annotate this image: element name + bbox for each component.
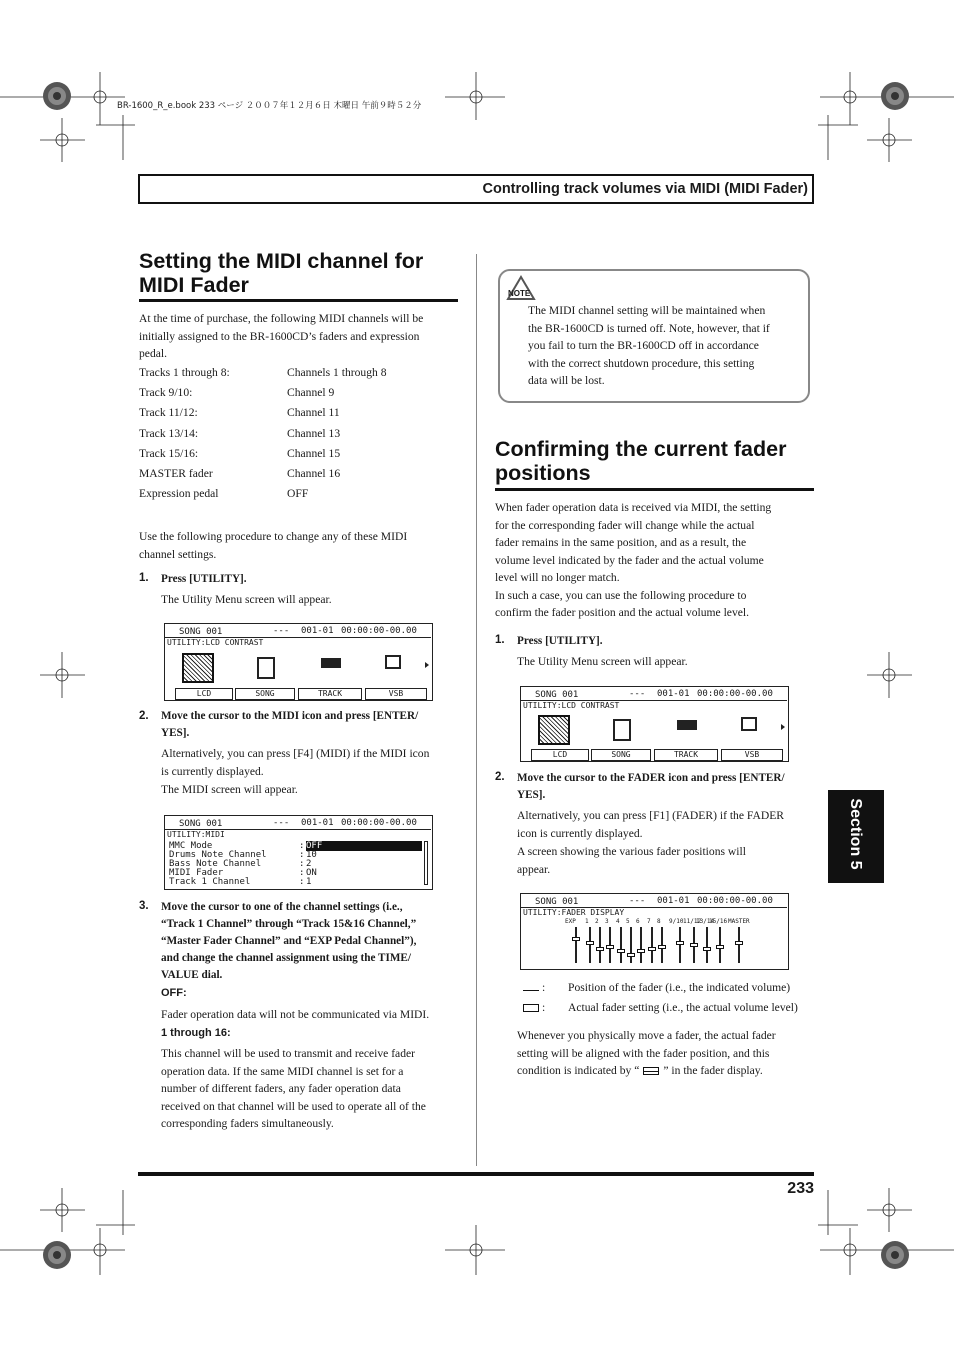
intro-paragraph: When fader operation data is received via MIDI, the setting for the corresponding fader will change while the actual fader remains in the same position, and as a result, the volume level indicated by the fader and the actual volume level will no longer match. In such a case, you can use the following procedure to confirm the fader position and the actual volume level. (495, 501, 772, 619)
fader-label: 6 (636, 918, 640, 925)
fader-label: 15/16 (709, 918, 728, 925)
step-result: The Utility Menu screen will appear. (517, 655, 688, 668)
step-alternative: Alternatively, you can press [F1] (FADER) if the FADER icon is currently displayed. (517, 809, 785, 840)
fader-label: 4 (616, 918, 620, 925)
range-text: This channel will be used to transmit and receive fader operation data. If the same MIDI channel is set for a number of different faders, any fader operation data received on that channel will be used to operate all of the corresponding faders simultaneously. (161, 1047, 426, 1130)
lcd-utility-screen: SONG 001 --- 001-01 00:00:00-00.00 UTILITY:LCD CONTRAST LCD SONG TRACK VSB (520, 686, 789, 762)
fader-label: 1 (585, 918, 589, 925)
lcd-counter: --- (273, 626, 290, 636)
section-tab-label: Section 5 (847, 798, 864, 870)
off-label: OFF: (161, 987, 187, 999)
step-number: 1. (495, 634, 505, 646)
actual-setting-symbol (523, 1004, 539, 1012)
lcd-menu-row: MIDI Fader (169, 868, 224, 878)
step-result: The MIDI screen will appear. (161, 783, 298, 796)
fader-aligned-symbol (643, 1067, 659, 1075)
lcd-song: SONG 001 (179, 627, 223, 637)
fader-track (620, 927, 622, 963)
section-heading-fader-positions: Confirming the current fader positions (495, 437, 787, 485)
fader-track (706, 927, 708, 963)
fader-label: MASTER (728, 918, 750, 925)
procedure-paragraph: Use the following procedure to change any of these MIDI channel settings. (139, 530, 408, 561)
legend-fader-position: Position of the fader (i.e., the indicated volume) (568, 981, 791, 994)
fader-label: 3 (605, 918, 609, 925)
fader-knob (606, 945, 614, 949)
fader-track (589, 927, 591, 963)
lcd-tab-song: SONG (235, 688, 295, 700)
fader-knob (703, 947, 711, 951)
fader-track (599, 927, 601, 963)
running-head: Controlling track volumes via MIDI (MIDI Fader) (482, 181, 808, 197)
fader-knob (735, 941, 743, 945)
fader-label: 7 (647, 918, 651, 925)
fader-knob (716, 945, 724, 949)
legend-actual-setting: Actual fader setting (i.e., the actual volume level) (568, 1001, 798, 1014)
lcd-icon-selected (182, 653, 214, 683)
step-text: Move the cursor to the MIDI icon and press [ENTER/ YES]. (161, 710, 419, 739)
lcd-fader-screen: SONG 001 --- 001-01 00:00:00-00.00 UTILITY:FADER DISPLAY EXP 1 2 3 4 5 6 7 8 9/10 11/12 13/14 15/16 MASTER (520, 893, 789, 970)
step-result: A screen showing the various fader positions will appear. (517, 845, 746, 876)
fader-position-symbol (523, 990, 539, 991)
note-label: NOTE (508, 289, 531, 298)
lcd-menu-row: MMC Mode (169, 841, 213, 851)
lcd-menu-row: Bass Note Channel (169, 859, 262, 869)
fader-track (575, 927, 577, 963)
lcd-midi-screen: SONG 001 --- 001-01 00:00:00-00.00 UTILITY:MIDI MMC Mode : OFF Drums Note Channel : 10 Bass Note Channel : 2 MIDI Fader : ON Track 1 Channel : 1 (164, 815, 433, 890)
page-number: 233 (787, 1180, 814, 1197)
fader-knob (690, 943, 698, 947)
intro-paragraph: At the time of purchase, the following MIDI channels will be initially assigned to the BR-1600CD’s faders and expression pedal. (139, 312, 424, 360)
fader-track (630, 927, 632, 963)
lcd-icon-selected (538, 715, 570, 745)
fader-knob (648, 947, 656, 951)
step-number: 3. (139, 900, 149, 912)
fader-knob (627, 953, 635, 957)
track-icon (677, 720, 697, 730)
fader-label: 8 (657, 918, 661, 925)
fader-knob (637, 949, 645, 953)
section-heading-midi-channel: Setting the MIDI channel for MIDI Fader (139, 249, 424, 297)
step-number: 2. (139, 710, 149, 722)
scroll-right-icon (425, 662, 429, 668)
vsb-icon (741, 717, 757, 731)
lcd-time: 00:00:00-00.00 (341, 626, 417, 636)
fader-knob (676, 941, 684, 945)
fader-knob (572, 937, 580, 941)
scroll-right-icon (781, 724, 785, 730)
fader-label: EXP (565, 918, 576, 925)
footer-rule (138, 1172, 814, 1176)
step-number: 1. (139, 572, 149, 584)
fader-track (738, 927, 740, 963)
heading-rule (139, 299, 458, 302)
lcd-scrollbar (424, 841, 428, 885)
column-divider (476, 254, 477, 1166)
lcd-title: UTILITY:LCD CONTRAST (167, 638, 264, 647)
print-header: BR-1600_R_e.book 233 ページ ２００７年１２月６日 木曜日 午前９時５２分 (117, 101, 422, 111)
legend-separator: : (542, 981, 546, 994)
step-result: The Utility Menu screen will appear. (161, 593, 332, 606)
fader-label: 5 (626, 918, 630, 925)
legend-separator: : (542, 1001, 546, 1014)
fader-knob (586, 941, 594, 945)
fader-label: 9/10 (669, 918, 684, 925)
step-number: 2. (495, 771, 505, 783)
song-icon (257, 657, 275, 679)
closing-paragraph: Whenever you physically move a fader, the actual fader setting will be aligned with the fader position, and this condition is indicated by “ ” in the fader display. (517, 1029, 776, 1077)
lcd-tab-vsb: VSB (365, 688, 427, 700)
vsb-icon (385, 655, 401, 669)
heading-rule (495, 488, 814, 491)
fader-track (651, 927, 653, 963)
step-text: Press [UTILITY]. (517, 635, 603, 647)
lcd-tab-lcd: LCD (175, 688, 233, 700)
step-text: Move the cursor to the FADER icon and press [ENTER/ YES]. (517, 772, 785, 801)
lcd-menu-row: Track 1 Channel (169, 877, 251, 887)
lcd-utility-screen (164, 623, 433, 701)
fader-track (640, 927, 642, 963)
lcd-value-selected: OFF (306, 841, 422, 851)
fader-label: 11/12 (683, 918, 702, 925)
track-icon (321, 658, 341, 668)
fader-label: 13/14 (696, 918, 715, 925)
lcd-position: 001-01 (301, 626, 334, 636)
fader-knob (617, 949, 625, 953)
fader-knob (596, 947, 604, 951)
fader-track (679, 927, 681, 963)
step-text: Move the cursor to one of the channel settings (i.e., “Track 1 Channel” through “Track 15&16 Channel,” “Master Fader Channel” and “EXP Pedal Channel”), and change the channel assignment using the TIME/ VALUE dial. (161, 901, 417, 981)
step-text: Press [UTILITY]. (161, 573, 247, 585)
off-text: Fader operation data will not be communicated via MIDI. (161, 1008, 430, 1021)
lcd-menu-row: Drums Note Channel (169, 850, 267, 860)
range-label: 1 through 16: (161, 1027, 231, 1039)
step-alternative: Alternatively, you can press [F4] (MIDI) if the MIDI icon is currently displayed. (161, 747, 430, 778)
note-text: The MIDI channel setting will be maintained when the BR-1600CD is turned off. Note, however, that if you fail to turn the BR-1600CD off in accordance with the correct shutdown procedure, this setting data will be lost. (528, 304, 770, 387)
fader-knob (658, 945, 666, 949)
lcd-tab-track: TRACK (298, 688, 362, 700)
fader-label: 2 (595, 918, 599, 925)
song-icon (613, 719, 631, 741)
